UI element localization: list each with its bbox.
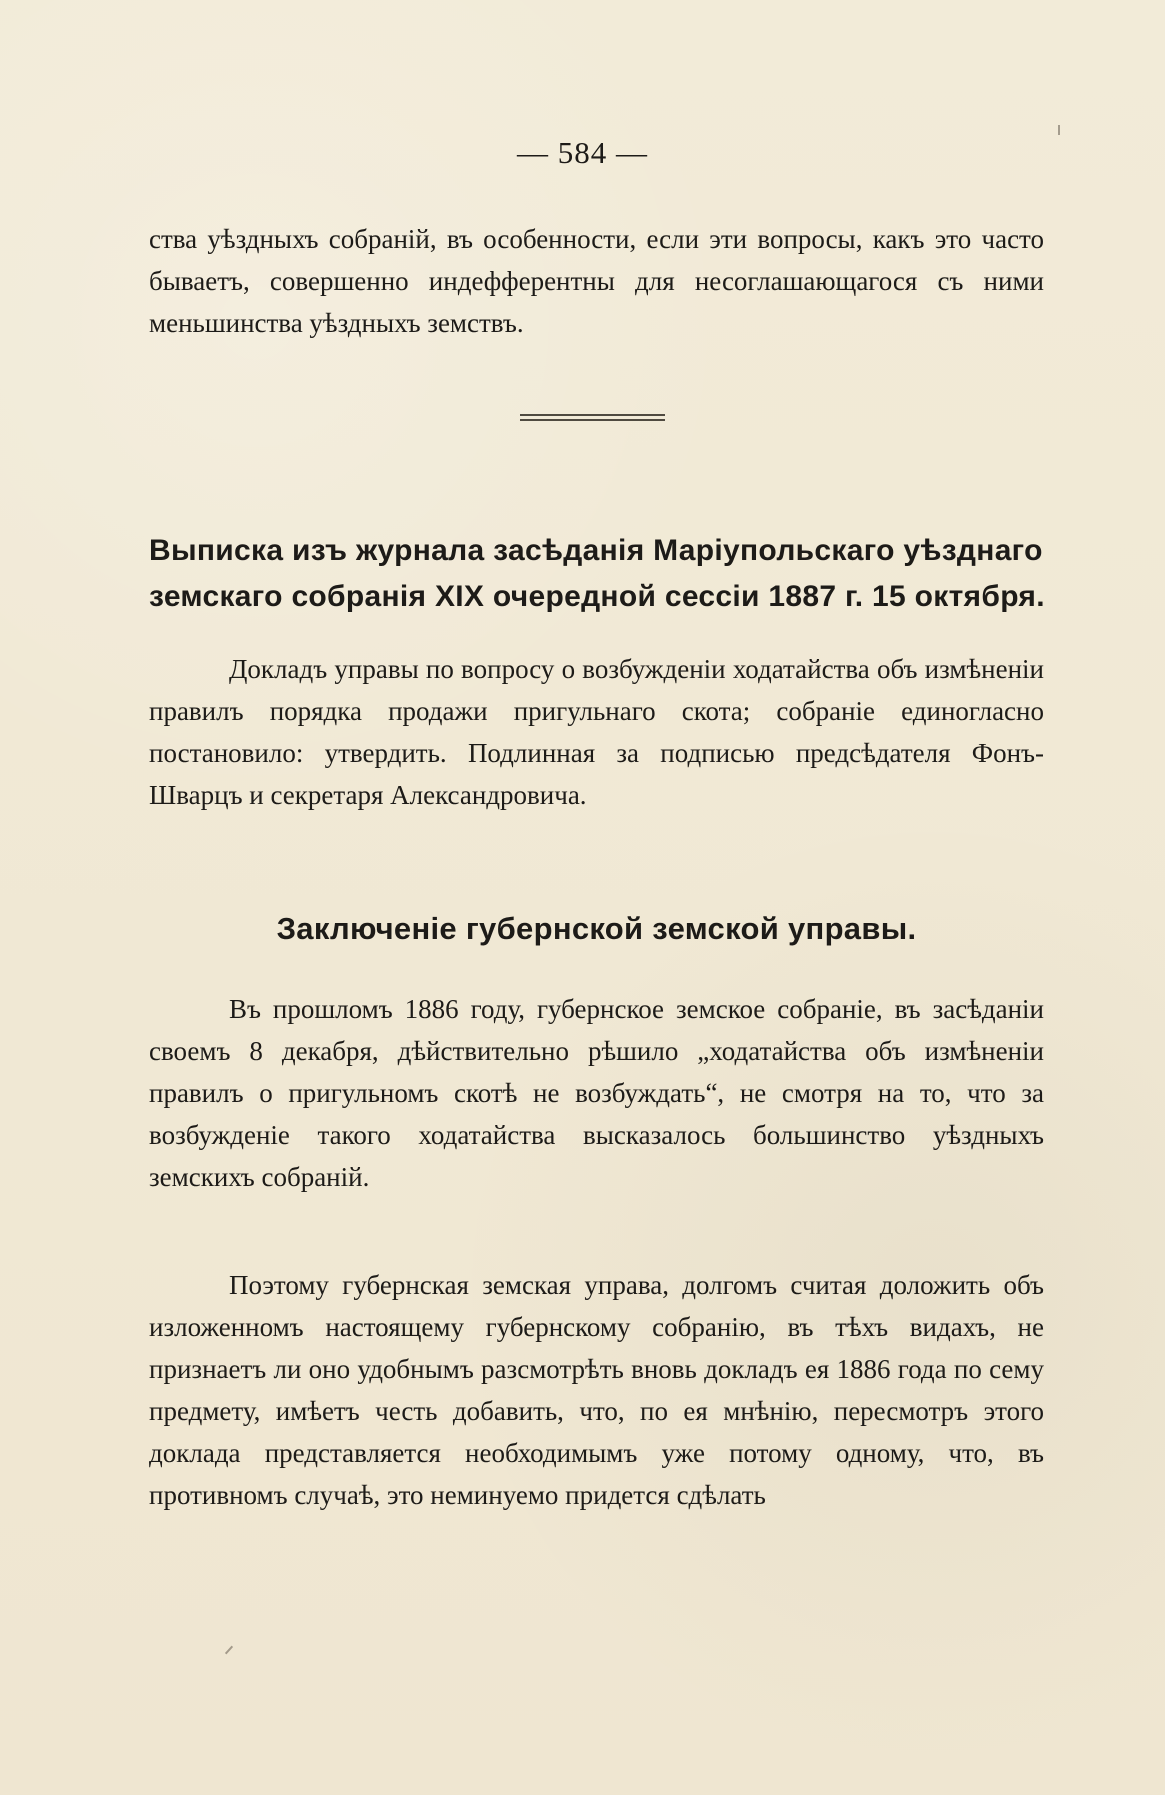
page-mark-top-right — [1058, 125, 1060, 135]
heading-line-2: земскаго собранія XIX очередной сессіи 1887 г. 15 октября. — [149, 580, 1045, 613]
paragraph-1: ства уѣздныхъ собраній, въ особенности, если эти вопросы, какъ это часто бываетъ, совершенно индефферентны для несоглашающагося съ ними меньшинства уѣздныхъ земствъ. — [149, 224, 1044, 338]
heading-line-1: Выписка изъ журнала засѣданія Маріупольскаго уѣзднаго — [149, 534, 1043, 567]
page-number: — 584 — — [517, 135, 648, 170]
paragraph-3: Въ прошломъ 1886 году, губернское земское собраніе, въ засѣданіи своемъ 8 декабря, дѣйствительно рѣшило „ходатайства объ измѣненіи правилъ о пригульномъ скотѣ не возбуждать“, не смотря на то, что за возбужденіе такого ходатайства высказалось большинство уѣздныхъ земскихъ собраній. — [149, 994, 1044, 1192]
journal-extract-heading — [149, 528, 1044, 620]
section-divider — [520, 414, 665, 422]
page-mark-bottom-left — [225, 1646, 233, 1655]
conclusion-heading: Заключеніе губернской земской управы. — [276, 911, 917, 946]
paragraph-2: Докладъ управы по вопросу о возбужденіи ходатайства объ измѣненіи правилъ порядка продажи пригульнаго скота; собраніе единогласно постановило: утвердить. Подлинная за подписью предсѣдателя Фонъ-Шварцъ и секретаря Александровича. — [149, 654, 1044, 810]
paragraph-4: Поэтому губернская земская управа, долгомъ считая доложить объ изложенномъ настоящему губернскому собранію, въ тѣхъ видахъ, не признаетъ ли оно удобнымъ разсмотрѣть вновь докладъ ея 1886 года по сему предмету, имѣетъ честь добавить, что, по ея мнѣнію, пересмотръ этого доклада представляется необходимымъ уже потому одному, что, въ противномъ случаѣ, это неминуемо придется сдѣлать — [149, 1270, 1044, 1510]
